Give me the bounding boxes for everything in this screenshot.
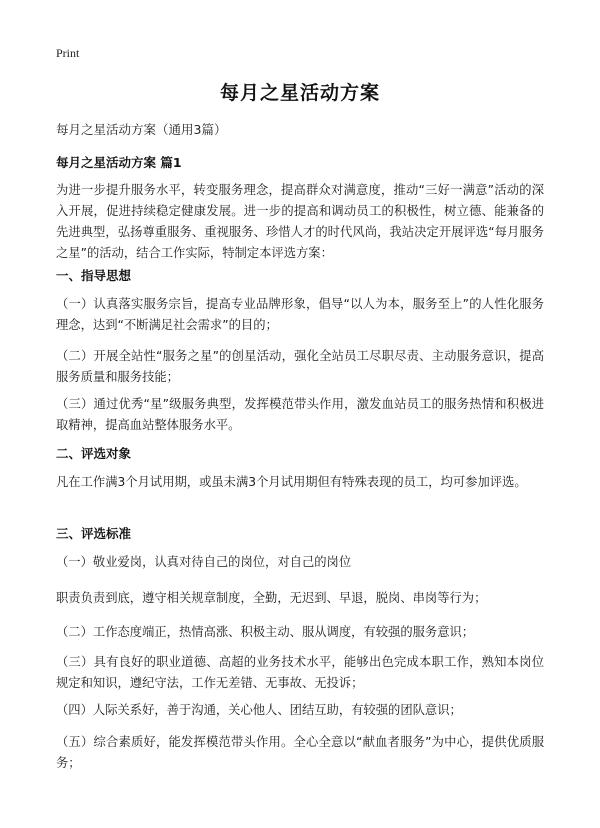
intro-paragraph: 为进一步提升服务水平，转变服务理念，提高群众对满意度，推动“三好一满意”活动的深入开展，促进持续稳定健康发展。进一步的提高和调动员工的积极性，树立德、能兼备的先进典型，弘扬尊重服务、重视服务、珍惜人才的时代风尚，我站决定开展评选“每月服务之星”的活动，结合工作实际，特制定本评选方案： xyxy=(56,183,544,260)
print-link[interactable]: Print xyxy=(56,46,80,60)
chapter-heading: 每月之星活动方案 篇1 xyxy=(56,155,182,170)
section-heading-eligibility: 二、评选对象 xyxy=(56,446,132,461)
criteria-item-1-continued: 职责负责到底，遵守相关规章制度，全勤，无迟到、早退，脱岗、串岗等行为； xyxy=(56,591,487,605)
principle-item-3: （三）通过优秀“星”级服务典型，发挥模范带头作用，激发血站员工的服务热情和积极进取精神，提高血站整体服务水平。 xyxy=(56,397,544,432)
section-heading-guiding-principles: 一、指导思想 xyxy=(56,268,132,283)
criteria-item-5: （五）综合素质好，能发挥模范带头作用。全心全意以“献血者服务”为中心，提供优质服务； xyxy=(56,735,544,770)
page-title: 每月之星活动方案 xyxy=(219,82,380,104)
criteria-item-1: （一）敬业爱岗，认真对待自己的岗位，对自己的岗位 xyxy=(56,555,352,569)
criteria-item-3: （三）具有良好的职业道德、高超的业务技术水平，能够出色完成本职工作，熟知本岗位规定和知识，遵纪守法，工作无差错、无事故、无投诉； xyxy=(56,655,544,690)
criteria-item-2: （二）工作态度端正，热情高涨、积极主动、服从调度，有较强的服务意识； xyxy=(56,625,475,639)
principle-item-2: （二）开展全站性“服务之星”的创星活动，强化全站员工尽职尽责、主动服务意识，提高服务质量和服务技能； xyxy=(56,349,544,384)
eligibility-paragraph: 凡在工作满3个月试用期，或虽未满3个月试用期但有特殊表现的员工，均可参加评选。 xyxy=(56,475,527,489)
principle-item-1: （一）认真落实服务宗旨，提高专业品牌形象，倡导“以人为本，服务至上”的人性化服务理念，达到“不断满足社会需求”的目的； xyxy=(56,297,544,332)
section-heading-criteria: 三、评选标准 xyxy=(56,526,132,541)
criteria-item-4: （四）人际关系好，善于沟通，关心他人、团结互助，有较强的团队意识； xyxy=(56,703,462,717)
document-subtitle: 每月之星活动方案（通用3篇） xyxy=(56,122,227,137)
